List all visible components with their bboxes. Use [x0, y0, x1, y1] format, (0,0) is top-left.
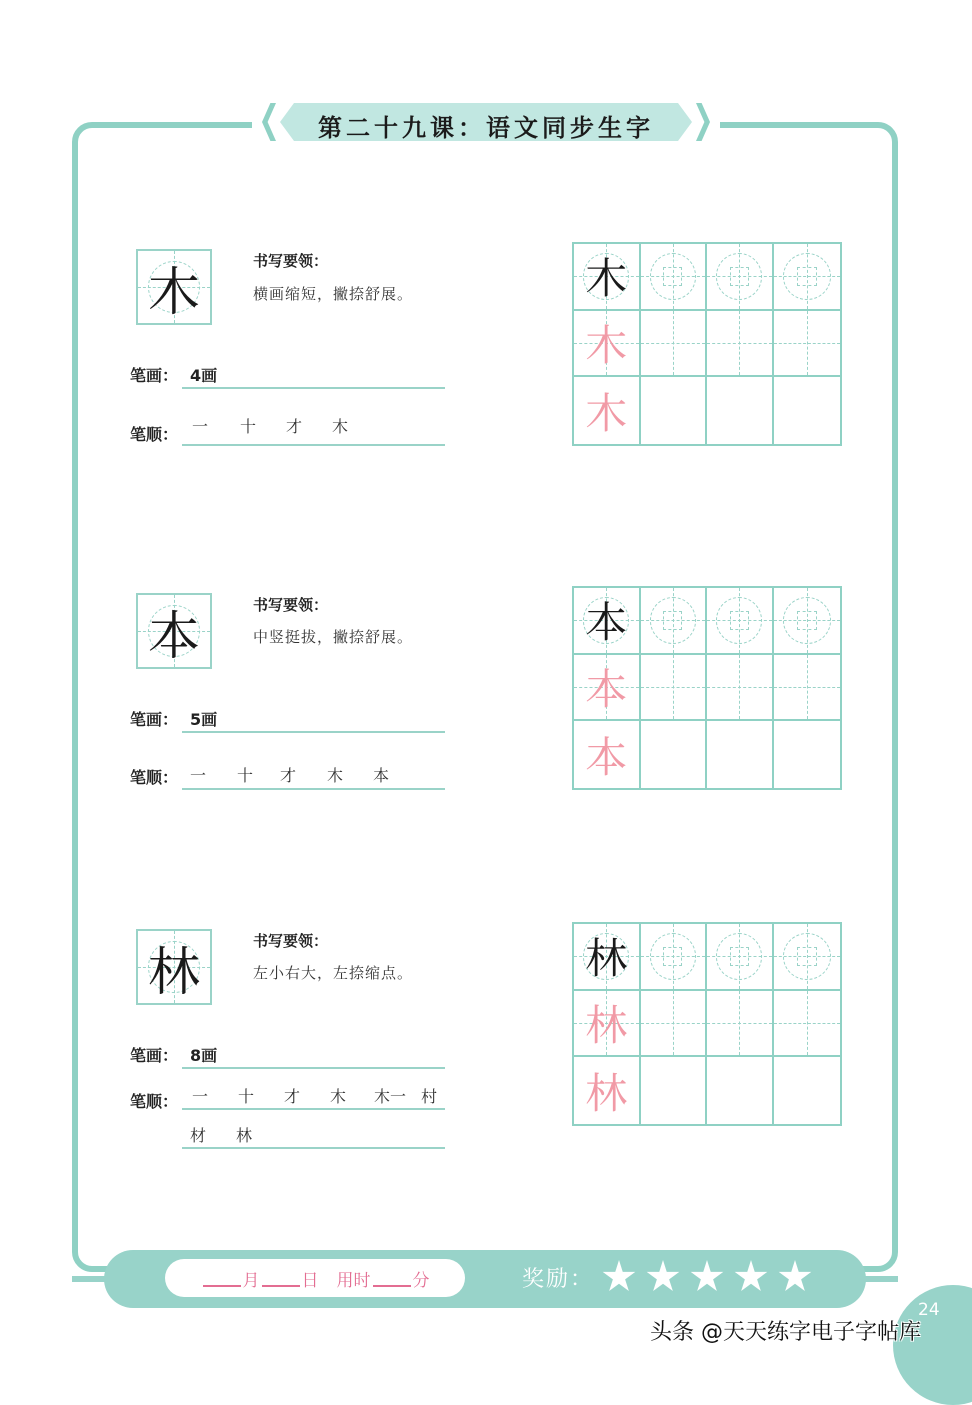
practice-cell[interactable]	[707, 1057, 774, 1124]
stroke-count-label: 笔画：	[130, 366, 179, 385]
practice-cell[interactable]	[707, 311, 774, 378]
model-character-box	[136, 593, 212, 669]
reward-label: 奖励：	[522, 1267, 595, 1292]
stroke-order-step: 十	[240, 417, 257, 436]
tips-text: 左小右大，左捺缩点。	[253, 964, 414, 982]
tips-text: 横画缩短，撇捺舒展。	[253, 285, 414, 303]
stroke-order-line-2	[182, 1147, 445, 1149]
page-title: 第二十九课：语文同步生字	[318, 114, 654, 142]
practice-cell[interactable]	[707, 377, 774, 444]
stroke-order-step: 一	[192, 417, 209, 436]
trace-cell[interactable]: 木	[574, 377, 641, 444]
practice-cell[interactable]: 林	[574, 924, 641, 991]
stroke-order-line	[182, 444, 445, 446]
title-banner	[262, 103, 710, 141]
stroke-count-line	[182, 387, 445, 389]
practice-cell[interactable]	[641, 377, 708, 444]
model-character-box	[136, 249, 212, 325]
stroke-count-value: 5画	[190, 710, 218, 729]
practice-cell[interactable]	[707, 244, 774, 311]
stroke-order-step: 村	[421, 1087, 438, 1106]
stroke-order-label: 笔顺：	[130, 1092, 179, 1111]
stroke-count-line	[182, 731, 445, 733]
model-character-box	[136, 929, 212, 1005]
minutes-label: 分	[412, 1270, 430, 1291]
practice-cell[interactable]	[641, 588, 708, 655]
day-label: 日	[301, 1270, 319, 1291]
practice-cell[interactable]	[707, 991, 774, 1058]
stroke-order-step: 本	[373, 766, 390, 785]
practice-cell[interactable]	[774, 377, 841, 444]
stroke-order-step: 才	[286, 417, 303, 436]
model-character: 木	[147, 262, 200, 323]
practice-cell[interactable]	[707, 655, 774, 722]
stroke-count-value: 4画	[190, 366, 218, 385]
month-blank[interactable]	[203, 1269, 241, 1287]
stroke-count-label: 笔画：	[130, 1046, 179, 1065]
practice-cell[interactable]	[774, 1057, 841, 1124]
practice-cell[interactable]	[641, 655, 708, 722]
practice-cell[interactable]	[641, 924, 708, 991]
trace-cell[interactable]: 林	[574, 991, 641, 1058]
stroke-order-step: 一	[192, 1087, 209, 1106]
time-used-label: 用时	[336, 1270, 371, 1291]
practice-cell[interactable]	[774, 655, 841, 722]
stroke-count-line	[182, 1067, 445, 1069]
tips-label: 书写要领：	[253, 252, 329, 270]
stroke-order-step: 林	[236, 1126, 253, 1145]
stroke-order-step: 十	[237, 766, 254, 785]
trace-cell[interactable]: 本	[574, 655, 641, 722]
tips-label: 书写要领：	[253, 932, 329, 950]
practice-cell[interactable]	[641, 991, 708, 1058]
date-time-pill	[165, 1259, 465, 1297]
star-icon[interactable]	[734, 1260, 768, 1294]
model-character: 本	[147, 606, 200, 667]
practice-cell[interactable]: 木	[574, 244, 641, 311]
practice-cell[interactable]	[707, 588, 774, 655]
minutes-blank[interactable]	[373, 1269, 411, 1287]
stroke-order-step: 才	[284, 1087, 301, 1106]
star-icon[interactable]	[646, 1260, 680, 1294]
stroke-order-step: 才	[280, 766, 297, 785]
stroke-order-step: 材	[190, 1126, 207, 1145]
reward-stars	[602, 1260, 812, 1294]
practice-cell[interactable]	[774, 311, 841, 378]
practice-cell[interactable]	[774, 924, 841, 991]
practice-cell[interactable]	[774, 244, 841, 311]
star-icon[interactable]	[602, 1260, 636, 1294]
practice-cell[interactable]	[774, 721, 841, 788]
practice-cell[interactable]: 本	[574, 588, 641, 655]
trace-cell[interactable]: 木	[574, 311, 641, 378]
practice-cell[interactable]	[641, 244, 708, 311]
practice-cell[interactable]	[641, 1057, 708, 1124]
star-icon[interactable]	[778, 1260, 812, 1294]
page-number: 24	[918, 1300, 940, 1320]
stroke-order-line	[182, 1108, 445, 1110]
month-label: 月	[242, 1270, 260, 1291]
stroke-order-step: 一	[190, 766, 207, 785]
star-icon[interactable]	[690, 1260, 724, 1294]
model-character: 林	[147, 942, 200, 1003]
practice-grid	[572, 242, 842, 446]
trace-cell[interactable]: 林	[574, 1057, 641, 1124]
stroke-order-line	[182, 788, 445, 790]
stroke-order-label: 笔顺：	[130, 425, 179, 444]
stroke-count-label: 笔画：	[130, 710, 179, 729]
stroke-order-step: 木	[332, 417, 349, 436]
stroke-order-step: 木	[327, 766, 344, 785]
trace-cell[interactable]: 本	[574, 721, 641, 788]
stroke-count-value: 8画	[190, 1046, 218, 1065]
practice-grid	[572, 922, 842, 1126]
tips-label: 书写要领：	[253, 596, 329, 614]
practice-cell[interactable]	[707, 721, 774, 788]
watermark: 头条 @天天练字电子字帖库	[650, 1320, 921, 1345]
stroke-order-label: 笔顺：	[130, 768, 179, 787]
day-blank[interactable]	[262, 1269, 300, 1287]
practice-grid	[572, 586, 842, 790]
tips-text: 中竖挺拔，撇捺舒展。	[253, 628, 414, 646]
practice-cell[interactable]	[707, 924, 774, 991]
stroke-order-step: 木	[330, 1087, 347, 1106]
stroke-order-step: 木一	[374, 1087, 407, 1106]
practice-cell[interactable]	[774, 991, 841, 1058]
practice-cell[interactable]	[641, 721, 708, 788]
stroke-order-step: 十	[238, 1087, 255, 1106]
practice-cell[interactable]	[774, 588, 841, 655]
practice-cell[interactable]	[641, 311, 708, 378]
